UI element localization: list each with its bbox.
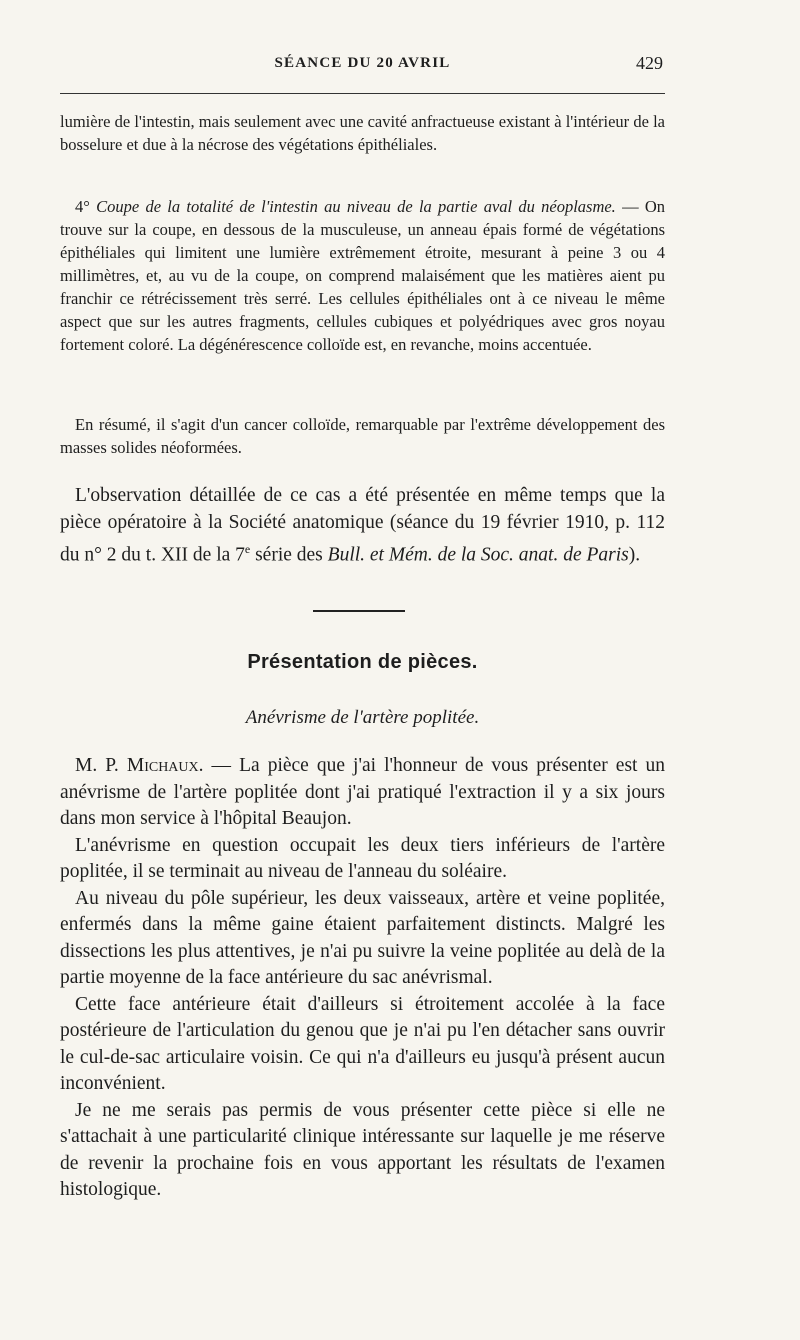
section-divider xyxy=(313,610,405,612)
text-block-summary xyxy=(60,413,665,459)
text-block-observation xyxy=(60,483,665,569)
observation-text-end: ). xyxy=(628,544,641,566)
page-number: 429 xyxy=(636,53,663,73)
text-block-continuation xyxy=(60,110,665,156)
paragraph-presentation-1 xyxy=(60,753,665,833)
section-heading: Présentation de pièces. xyxy=(247,651,478,673)
section-4-body: — On trouve sur la coupe, en dessous de la musculeuse, un anneau épais formé de végétations épithéliales qui limitent une lumière extrêmement étroite, mesurant à peine 3 ou 4 millimètres, et, au vu de la coupe, on comprend malaisément que les matières aient pu franchir ce rétrécissement très serré. Les cellules épithéliales ont à ce niveau le même aspect que sur les autres fragments, cellules cubiques et polyédriques avec gros noyau fortement coloré. La dégénérescence colloïde est, en revanche, moins accentuée. xyxy=(60,197,665,354)
running-title: SÉANCE DU 20 AVRIL xyxy=(274,55,451,71)
section-4-title: Coupe de la totalité de l'intestin au niveau de la partie aval du néoplasme. xyxy=(96,197,616,216)
running-head xyxy=(60,55,665,79)
presentation-1-body: . — La pièce que j'ai l'honneur de vous présenter est un anévrisme de l'artère poplitée dont j'ai pratiqué l'extraction il y a six jours dans mon service à l'hôpital Beaujon. xyxy=(60,755,665,829)
paragraph-presentation-4: Cette face antérieure était d'ailleurs si étroitement accolée à la face postérieure de l'articulation du genou que je n'ai pu l'en détacher sans ouvrir le cul-de-sac articulaire voisin. Ce qui n'a d'ailleurs eu jusqu'à présent aucun inconvénient. xyxy=(60,993,665,1094)
author-name: Michaux xyxy=(126,755,199,776)
observation-text-start: L'observation détaillée de ce cas a été présentée en même temps que la pièce opératoire à la Société anatomique (séance du 19 février 1910, p. 112 du n° 2 du t. XII de la 7 xyxy=(60,485,665,566)
paragraph-continuation: lumière de l'intestin, mais seulement avec une cavité anfractueuse existant à l'intérieur de la bosselure et due à la nécrose des végétations épithéliales. xyxy=(60,112,665,154)
header-rule xyxy=(60,93,665,94)
author-prefix: M. P. xyxy=(75,755,127,776)
paragraph-presentation-3: Au niveau du pôle supérieur, les deux vaisseaux, artère et veine poplitée, enfermés dans la même gaine étaient parfaitement distincts. Malgré les dissections les plus attentives, je n'ai pu suivre la veine poplitée au delà de la partie moyenne de la face antérieure du sac anévrismal. xyxy=(60,887,665,988)
text-block-presentation xyxy=(60,753,665,1204)
paragraph-presentation-5: Je ne me serais pas permis de vous présenter cette pièce si elle ne s'attachait à une particularité clinique intéressante sur laquelle je me réserve de revenir la prochaine fois en vous apportant les résultats de l'examen histologique. xyxy=(60,1099,665,1200)
page xyxy=(60,0,665,1340)
text-block-section-4 xyxy=(60,195,665,356)
paragraph-section-4 xyxy=(60,195,665,356)
paragraph-presentation-2: L'anévrisme en question occupait les deux tiers inférieurs de l'artère poplitée, il se terminait au niveau de l'anneau du soléaire. xyxy=(60,834,665,882)
paragraph-observation xyxy=(60,483,665,569)
observation-superscript: e xyxy=(244,542,251,556)
section-4-number: 4° xyxy=(75,197,97,216)
section-subheading: Anévrisme de l'artère poplitée. xyxy=(245,707,480,728)
observation-text-mid: série des xyxy=(250,544,328,566)
observation-reference: Bull. et Mém. de la Soc. anat. de Paris xyxy=(327,544,629,566)
paragraph-summary: En résumé, il s'agit d'un cancer colloïde, remarquable par l'extrême développement des masses solides néoformées. xyxy=(60,415,665,457)
